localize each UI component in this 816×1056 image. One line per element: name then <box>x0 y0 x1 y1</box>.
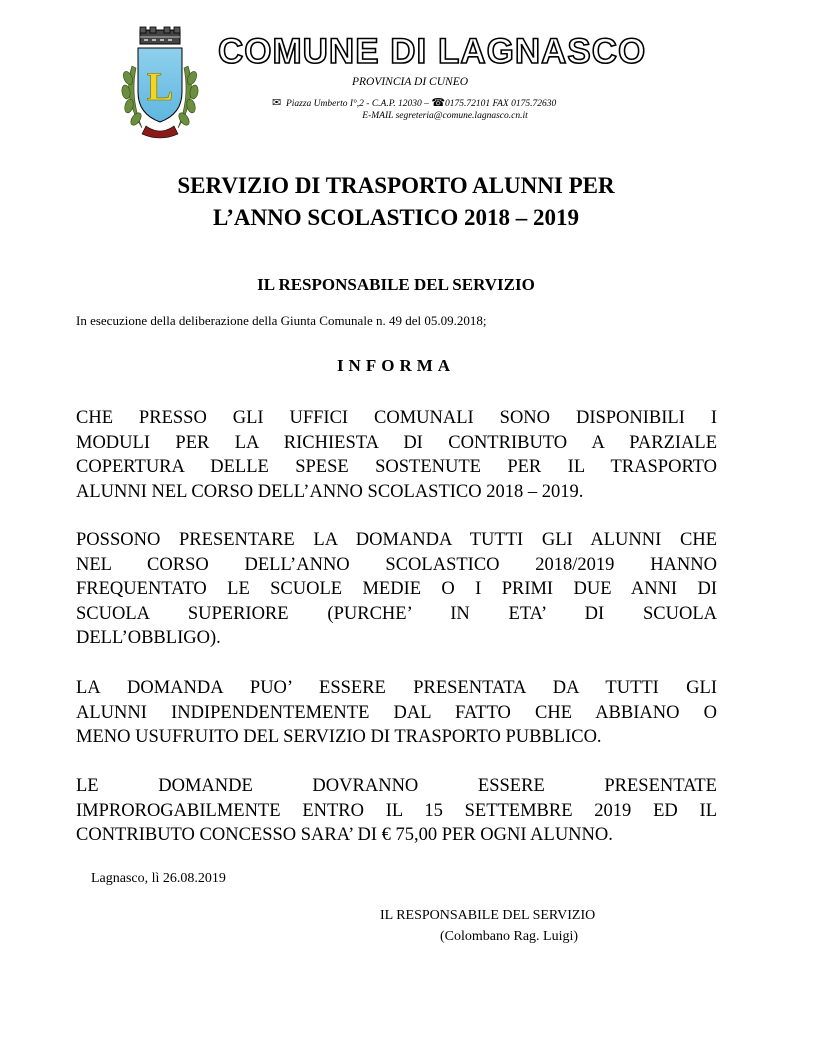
address-text: Piazza Umberto I°,2 - C.A.P. 12030 – <box>285 99 429 109</box>
paragraph-line: CHE PRESSO GLI UFFICI COMUNALI SONO DISPONIBILI I <box>76 408 717 428</box>
phone-fax-text: 0175.72101 FAX 0175.72630 <box>445 99 557 109</box>
document-title <box>80 170 712 234</box>
paragraph-line: SCUOLA SUPERIORE (PURCHE’ IN ETA’ DI SCUOLA <box>76 603 717 624</box>
paragraph-line: ALUNNI NEL CORSO DELL’ANNO SCOLASTICO 2018 – 2019. <box>76 481 584 502</box>
paragraph-line: LA DOMANDA PUO’ ESSERE PRESENTATA DA TUTTI GLI <box>76 678 717 698</box>
esecuzione-line: In esecuzione della deliberazione della Giunta Comunale n. 49 del 05.09.2018; <box>76 313 487 328</box>
title-line-2: L’ANNO SCOLASTICO 2018 – 2019 <box>213 205 579 230</box>
paragraph-moduli <box>76 406 717 504</box>
responsabile-heading: IL RESPONSABILE DEL SERVIZIO <box>257 275 535 294</box>
signature-name: (Colombano Rag. Luigi) <box>440 929 579 944</box>
crown-icon <box>140 27 180 44</box>
paragraph-line: MODULI PER LA RICHIESTA DI CONTRIBUTO A PARZIALE <box>76 432 717 453</box>
paragraph-line: ALUNNI INDIPENDENTEMENTE DAL FATTO CHE ABBIANO O <box>76 702 717 723</box>
paragraph-domanda <box>76 528 717 651</box>
paragraph-line: FREQUENTATO LE SCUOLE MEDIE O I PRIMI DUE ANNI DI <box>76 579 717 599</box>
paragraph-line: IMPROROGABILMENTE ENTRO IL 15 SETTEMBRE 2019 ED IL <box>76 800 717 821</box>
paragraph-line: POSSONO PRESENTARE LA DOMANDA TUTTI GLI ALUNNI CHE <box>76 530 717 550</box>
comune-title: COMUNE DI LAGNASCO <box>218 32 647 71</box>
ribbon-icon <box>142 126 178 138</box>
phone-icon: ☎ <box>431 97 446 109</box>
crest-icon <box>118 26 202 142</box>
paragraph-line: DELL’OBBLIGO). <box>76 628 221 648</box>
email-line: E-MAIL segreteria@comune.lagnasco.cn.it <box>362 111 528 121</box>
paragraph-presentazione <box>76 676 717 750</box>
place-date: Lagnasco, lì 26.08.2019 <box>91 871 226 886</box>
paragraph-line: MENO USUFRUITO DEL SERVIZIO DI TRASPORTO PUBBLICO. <box>76 727 602 747</box>
paragraph-line: LE DOMANDE DOVRANNO ESSERE PRESENTATE <box>76 776 717 796</box>
paragraph-line: NEL CORSO DELL’ANNO SCOLASTICO 2018/2019 HANNO <box>76 554 717 575</box>
mail-icon: ✉ <box>272 97 282 109</box>
title-line-1: SERVIZIO DI TRASPORTO ALUNNI PER <box>177 173 615 198</box>
signature-role: IL RESPONSABILE DEL SERVIZIO <box>380 908 596 923</box>
provincia-line: PROVINCIA DI CUNEO <box>351 76 469 88</box>
paragraph-line: COPERTURA DELLE SPESE SOSTENUTE PER IL TRASPORTO <box>76 457 717 477</box>
paragraph-scadenza <box>76 774 717 848</box>
crest-letter: L <box>146 64 174 109</box>
address-line <box>272 96 642 109</box>
informa-heading: INFORMA <box>336 356 456 375</box>
paragraph-line: CONTRIBUTO CONCESSO SARA’ DI € 75,00 PER OGNI ALUNNO. <box>76 825 613 845</box>
